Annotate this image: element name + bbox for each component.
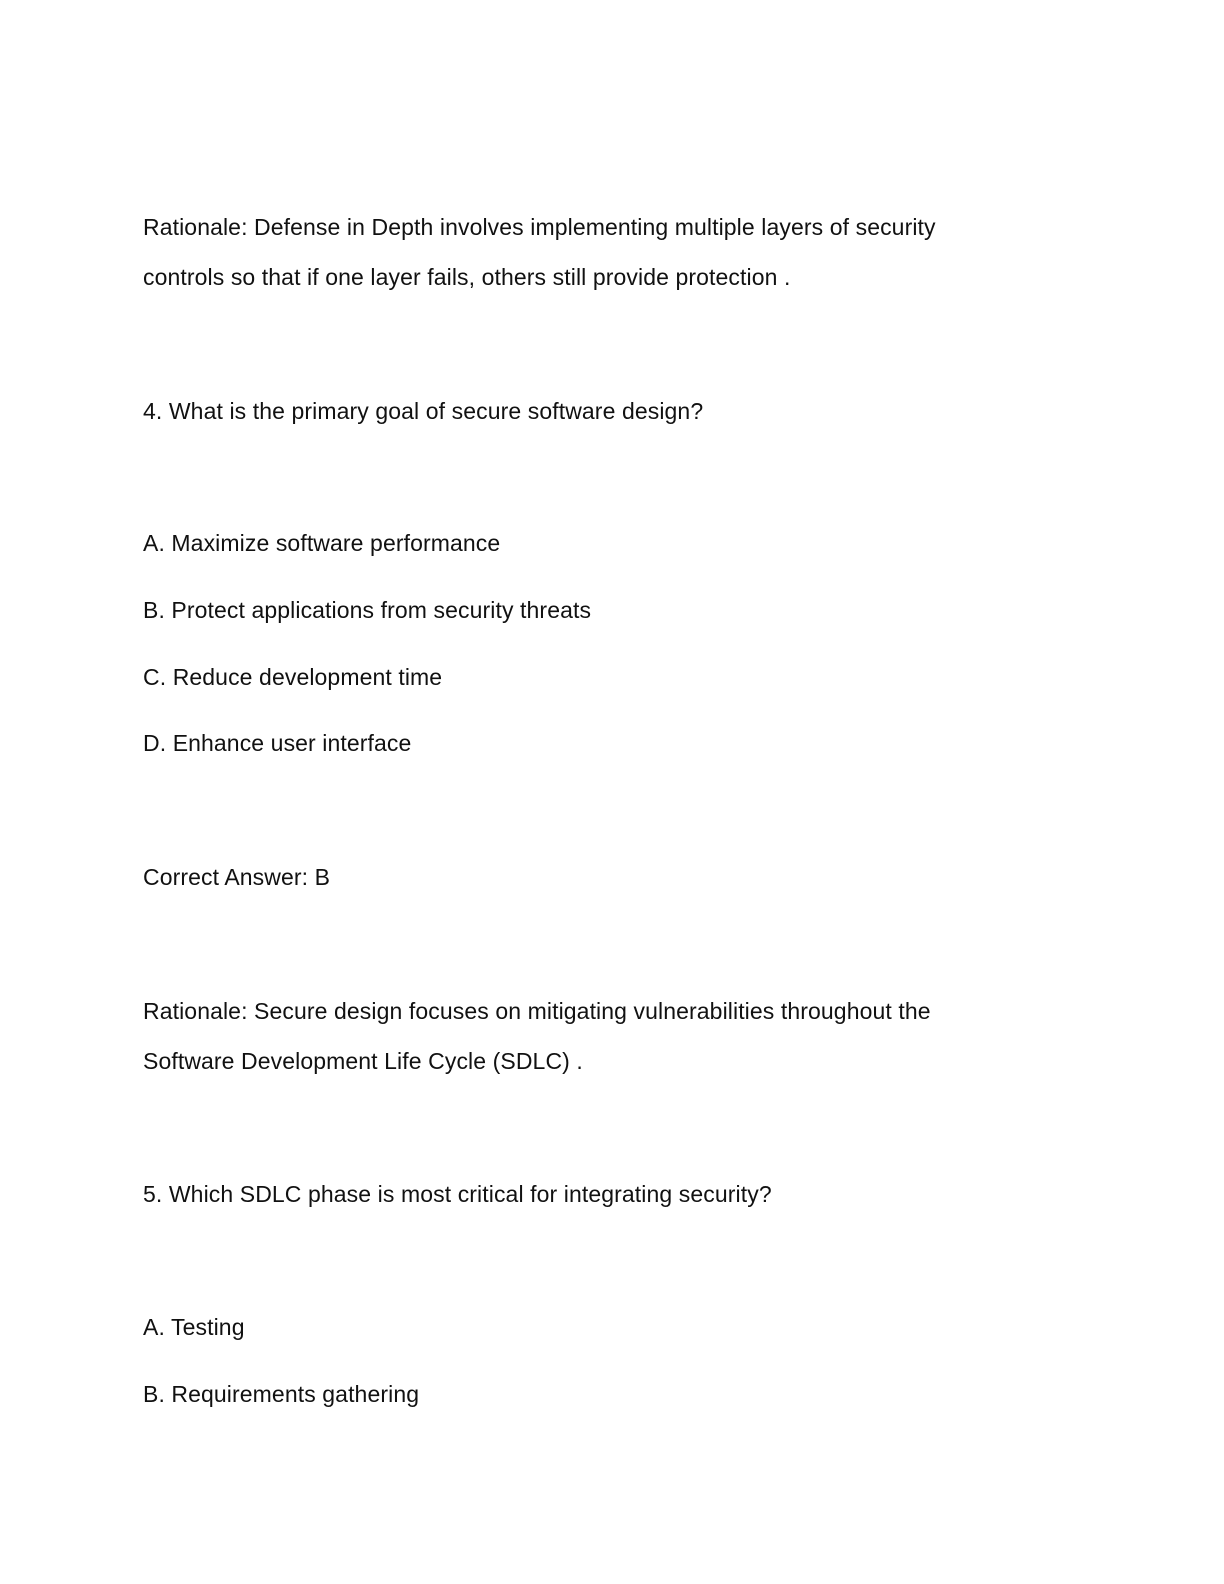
question-5-option-a: A. Testing — [143, 1314, 245, 1340]
question-4-option-b: B. Protect applications from security threats — [143, 597, 592, 623]
question-4-option-a: A. Maximize software performance — [143, 530, 501, 556]
question-4-option-d: D. Enhance user interface — [143, 730, 412, 756]
question-4-rationale-line-1: Rationale: Secure design focuses on mitigating vulnerabilities throughout the — [143, 998, 931, 1024]
question-5-option-b: B. Requirements gathering — [143, 1381, 420, 1407]
question-4-prompt: 4. What is the primary goal of secure software design? — [143, 398, 704, 424]
question-5-prompt: 5. Which SDLC phase is most critical for integrating security? — [143, 1181, 772, 1207]
rationale-text-line-1: Rationale: Defense in Depth involves implementing multiple layers of security — [143, 214, 936, 240]
question-4-option-c: C. Reduce development time — [143, 664, 443, 690]
rationale-text-line-2: controls so that if one layer fails, others still provide protection . — [143, 264, 791, 290]
question-4-rationale-line-2: Software Development Life Cycle (SDLC) . — [143, 1048, 583, 1074]
question-4-correct-answer: Correct Answer: B — [143, 864, 331, 890]
